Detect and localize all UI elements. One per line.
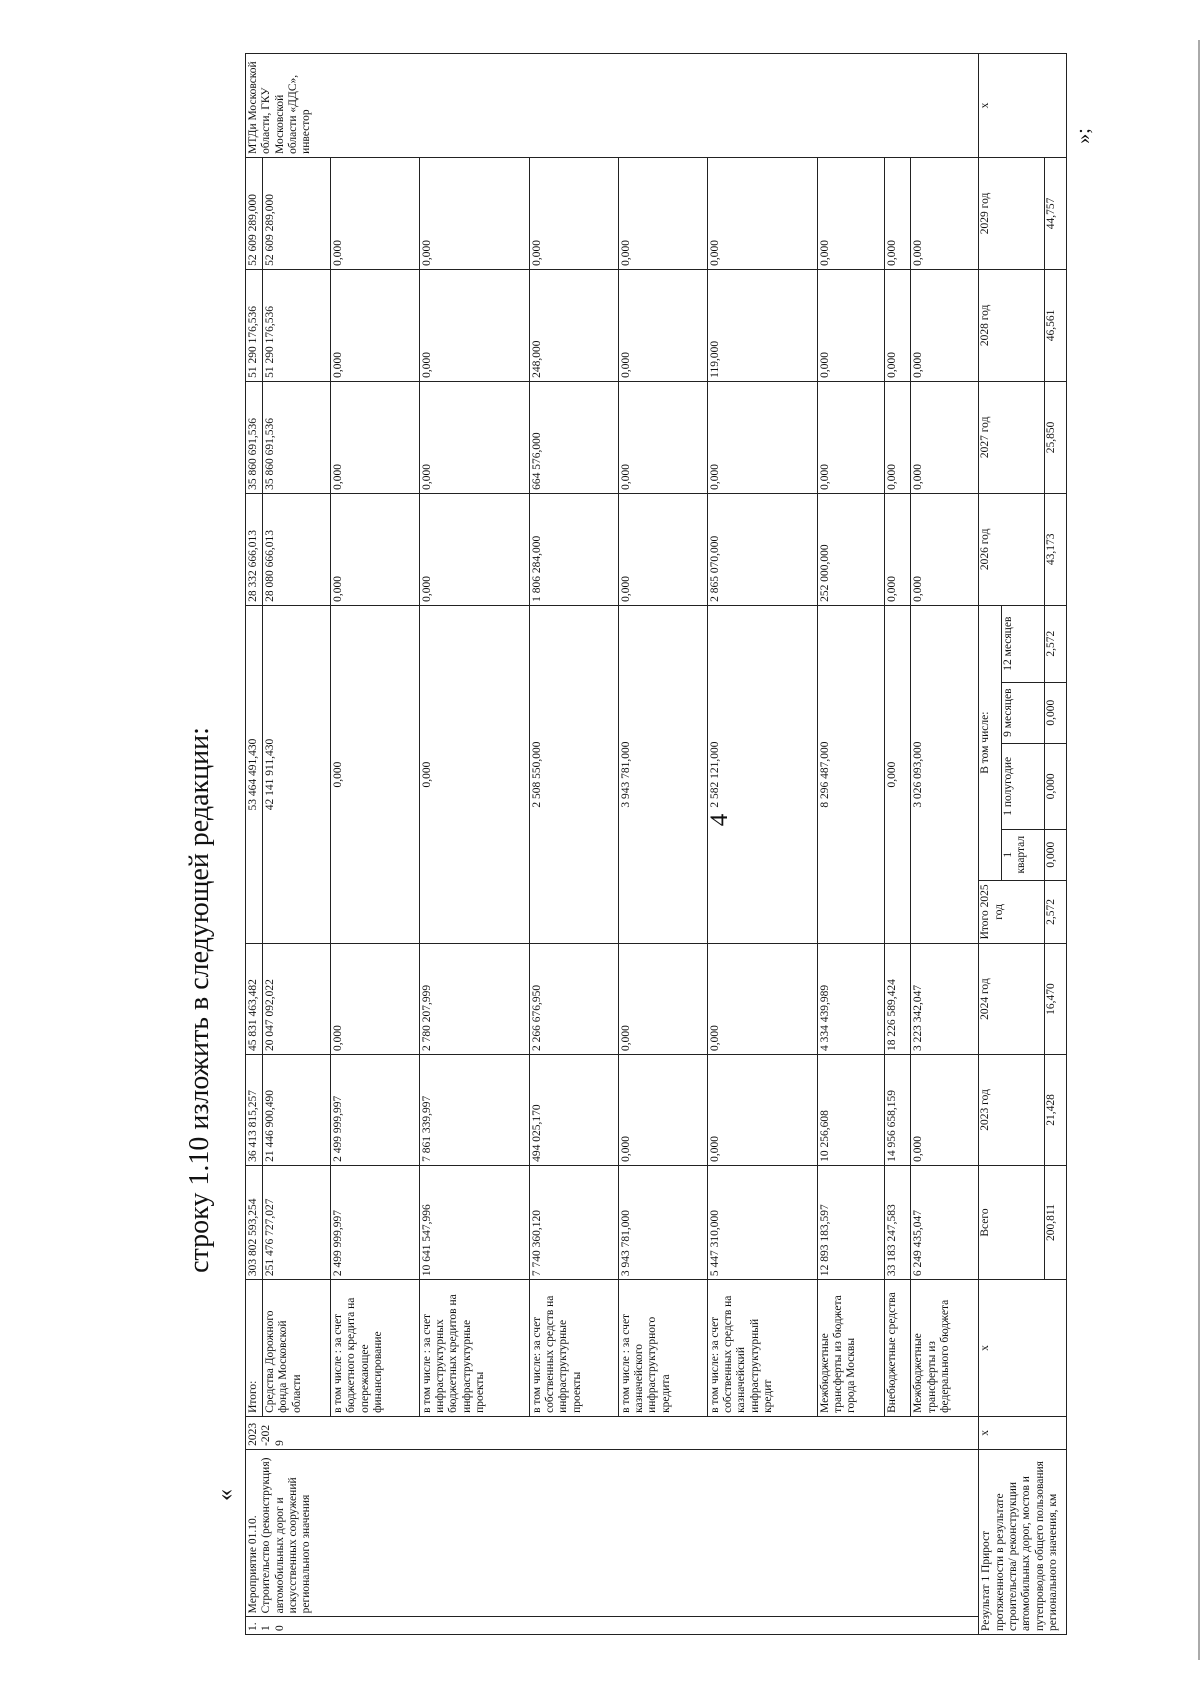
value-total: 5 447 310,000 (707, 1165, 817, 1279)
activity-years: 2023-2029 (246, 1416, 979, 1449)
result-name: Результат 1 Прирост протяженности в результате строительства/ реконструкции автомобильных дорог, мостов и путепроводов общего пользования регионального значения, км (979, 1449, 1067, 1634)
finance-source: в том числе: за счет собственных средств на казначейский инфраструктурный кредит (707, 1280, 817, 1417)
value-2023: 21 446 900,490 (263, 1055, 331, 1166)
value-2029: 0,000 (911, 157, 979, 269)
result-2026: 43,173 (1044, 493, 1066, 605)
value-2029: 0,000 (618, 157, 707, 269)
value-2028: 0,000 (885, 269, 911, 381)
value-2023: 494 025,170 (529, 1055, 618, 1166)
header-total: Всего (979, 1165, 1044, 1279)
value-2028: 0,000 (911, 269, 979, 381)
value-2027: 0,000 (330, 381, 419, 493)
header-2024: 2024 год (979, 944, 1044, 1055)
value-2026: 28 080 666,013 (263, 493, 331, 605)
budget-table (245, 53, 1067, 1635)
table-row (618, 54, 707, 1635)
value-2025: 0,000 (330, 605, 419, 943)
value-2023: 2 499 999,997 (330, 1055, 419, 1166)
value-2026: 0,000 (618, 493, 707, 605)
value-2028: 0,000 (419, 269, 529, 381)
value-2026: 0,000 (911, 493, 979, 605)
value-total: 33 183 247,583 (885, 1165, 911, 1279)
finance-source: в том числе : за счет казначейского инфраструктурного кредита (618, 1280, 707, 1417)
value-2024: 4 334 439,989 (817, 944, 885, 1055)
header-h1: 1 полугодие (1001, 743, 1044, 829)
value-2023: 0,000 (618, 1055, 707, 1166)
activity-name: Мероприятие 01.10. Строительство (реконструкция) автомобильных дорог и искусственных сооружений регионального значения (246, 1449, 979, 1616)
value-2025: 0,000 (419, 605, 529, 943)
value-2024: 2 266 676,950 (529, 944, 618, 1055)
value-2029: 52 609 289,000 (263, 157, 331, 269)
value-total: 3 943 781,000 (618, 1165, 707, 1279)
finance-source: в том числе: за счет собственных средств на инфраструктурные проекты (529, 1280, 618, 1417)
value-2029: 0,000 (419, 157, 529, 269)
value-2025: 8 296 487,000 (817, 605, 885, 943)
value-2023: 36 413 815,257 (246, 1055, 263, 1166)
result-2023: 21,428 (1044, 1055, 1066, 1166)
value-2028: 51 290 176,536 (246, 269, 263, 381)
value-2028: 0,000 (817, 269, 885, 381)
value-2023: 10 256,608 (817, 1055, 885, 1166)
executor: МТДи Московской области, ГКУ Московской области «ДДС», инвестор (246, 54, 979, 158)
value-total: 2 499 999,997 (330, 1165, 419, 1279)
value-2023: 0,000 (911, 1055, 979, 1166)
value-2028: 248,000 (529, 269, 618, 381)
value-2024: 2 780 207,999 (419, 944, 529, 1055)
header-q1: 1 квартал (1001, 829, 1044, 880)
value-2027: 35 860 691,536 (246, 381, 263, 493)
value-2029: 0,000 (330, 157, 419, 269)
value-2029: 0,000 (529, 157, 618, 269)
value-2023: 7 861 339,997 (419, 1055, 529, 1166)
result-12m: 2,572 (1044, 605, 1066, 682)
result-total: 200,811 (1044, 1165, 1066, 1279)
value-2024: 0,000 (330, 944, 419, 1055)
result-2027: 25,850 (1044, 381, 1066, 493)
value-2023: 14 956 658,159 (885, 1055, 911, 1166)
header-itogo-2025: Итого 2025 год (979, 880, 1044, 944)
header-2029: 2029 год (979, 157, 1044, 269)
value-2029: 0,000 (885, 157, 911, 269)
value-total: 303 802 593,254 (246, 1165, 263, 1279)
value-2023: 0,000 (707, 1055, 817, 1166)
value-2025: 53 464 491,430 (246, 605, 263, 943)
value-2027: 0,000 (817, 381, 885, 493)
value-2027: 0,000 (707, 381, 817, 493)
value-2025: 42 141 911,430 (263, 605, 331, 943)
value-total: 10 641 547,996 (419, 1165, 529, 1279)
result-9m: 0,000 (1044, 682, 1066, 743)
table-row (911, 54, 979, 1635)
page-heading: строку 1.10 изложить в следующей редакции: (184, 727, 215, 1273)
value-2026: 252 000,000 (817, 493, 885, 605)
value-2025: 2 508 550,000 (529, 605, 618, 943)
value-total: 251 476 727,027 (263, 1165, 331, 1279)
table-row (419, 54, 529, 1635)
finance-source: Межбюджетные трансферты из федерального бюджета (911, 1280, 979, 1417)
header-2023: 2023 год (979, 1055, 1044, 1166)
result-x: x (979, 1416, 1067, 1449)
value-2025: 3 026 093,000 (911, 605, 979, 943)
value-2024: 3 223 342,047 (911, 944, 979, 1055)
value-total: 7 740 360,120 (529, 1165, 618, 1279)
result-2024: 16,470 (1044, 944, 1066, 1055)
row-number: 1.10 (246, 1617, 979, 1635)
value-total: 6 249 435,047 (911, 1165, 979, 1279)
finance-source: Итого: (246, 1280, 263, 1417)
value-2024: 45 831 463,482 (246, 944, 263, 1055)
finance-source: в том числе : за счет инфраструктурных бюджетных кредитов на инфраструктурные проекты (419, 1280, 529, 1417)
value-2029: 0,000 (707, 157, 817, 269)
table-row (246, 54, 263, 1635)
result-h1: 0,000 (1044, 743, 1066, 829)
value-2024: 18 226 589,424 (885, 944, 911, 1055)
budget-table-rotated (245, 53, 1067, 1635)
finance-source: Внебюджетные средства (885, 1280, 911, 1417)
opening-quote: « (212, 1489, 239, 1501)
closing-quote: »; (1072, 128, 1095, 144)
header-2026: 2026 год (979, 493, 1044, 605)
finance-source: в том числе : за счет бюджетного кредита на опережающее финансирование (330, 1280, 419, 1417)
table-row (330, 54, 419, 1635)
table-row (529, 54, 618, 1635)
value-2026: 0,000 (885, 493, 911, 605)
value-2026: 0,000 (330, 493, 419, 605)
value-2026: 2 865 070,000 (707, 493, 817, 605)
value-2025: 3 943 781,000 (618, 605, 707, 943)
value-2027: 664 576,000 (529, 381, 618, 493)
page-number: 4 (706, 813, 733, 827)
value-2027: 0,000 (885, 381, 911, 493)
table-row (817, 54, 885, 1635)
result-2028: 46,561 (1044, 269, 1066, 381)
result-2029: 44,757 (1044, 157, 1066, 269)
value-2026: 1 806 284,000 (529, 493, 618, 605)
result-q1: 0,000 (1044, 829, 1066, 880)
header-2027: 2027 год (979, 381, 1044, 493)
header-incl: В том числе: (979, 605, 1001, 880)
value-2024: 20 047 092,022 (263, 944, 331, 1055)
value-2027: 0,000 (419, 381, 529, 493)
value-2027: 0,000 (618, 381, 707, 493)
table-row (263, 54, 331, 1635)
value-2029: 0,000 (817, 157, 885, 269)
value-2028: 0,000 (618, 269, 707, 381)
value-2026: 0,000 (419, 493, 529, 605)
value-2026: 28 332 666,013 (246, 493, 263, 605)
finance-source: Межбюджетные трансферты из бюджета города Москвы (817, 1280, 885, 1417)
value-2024: 0,000 (618, 944, 707, 1055)
finance-source: Средства Дорожного фонда Московской области (263, 1280, 331, 1417)
header-12m: 12 месяцев (1001, 605, 1044, 682)
value-2029: 52 609 289,000 (246, 157, 263, 269)
header-2028: 2028 год (979, 269, 1044, 381)
table-row (885, 54, 911, 1635)
result-itogo-2025: 2,572 (1044, 880, 1066, 944)
value-2027: 0,000 (911, 381, 979, 493)
value-2028: 51 290 176,536 (263, 269, 331, 381)
result-executor-x: x (979, 54, 1067, 158)
table-row (707, 54, 817, 1635)
value-2024: 0,000 (707, 944, 817, 1055)
value-2028: 119,000 (707, 269, 817, 381)
result-header-row (979, 54, 1001, 1635)
value-2025: 2 582 121,000 (707, 605, 817, 943)
value-2025: 0,000 (885, 605, 911, 943)
result-x-2: x (979, 1280, 1067, 1417)
header-9m: 9 месяцев (1001, 682, 1044, 743)
value-2027: 35 860 691,536 (263, 381, 331, 493)
value-total: 12 893 183,597 (817, 1165, 885, 1279)
value-2028: 0,000 (330, 269, 419, 381)
